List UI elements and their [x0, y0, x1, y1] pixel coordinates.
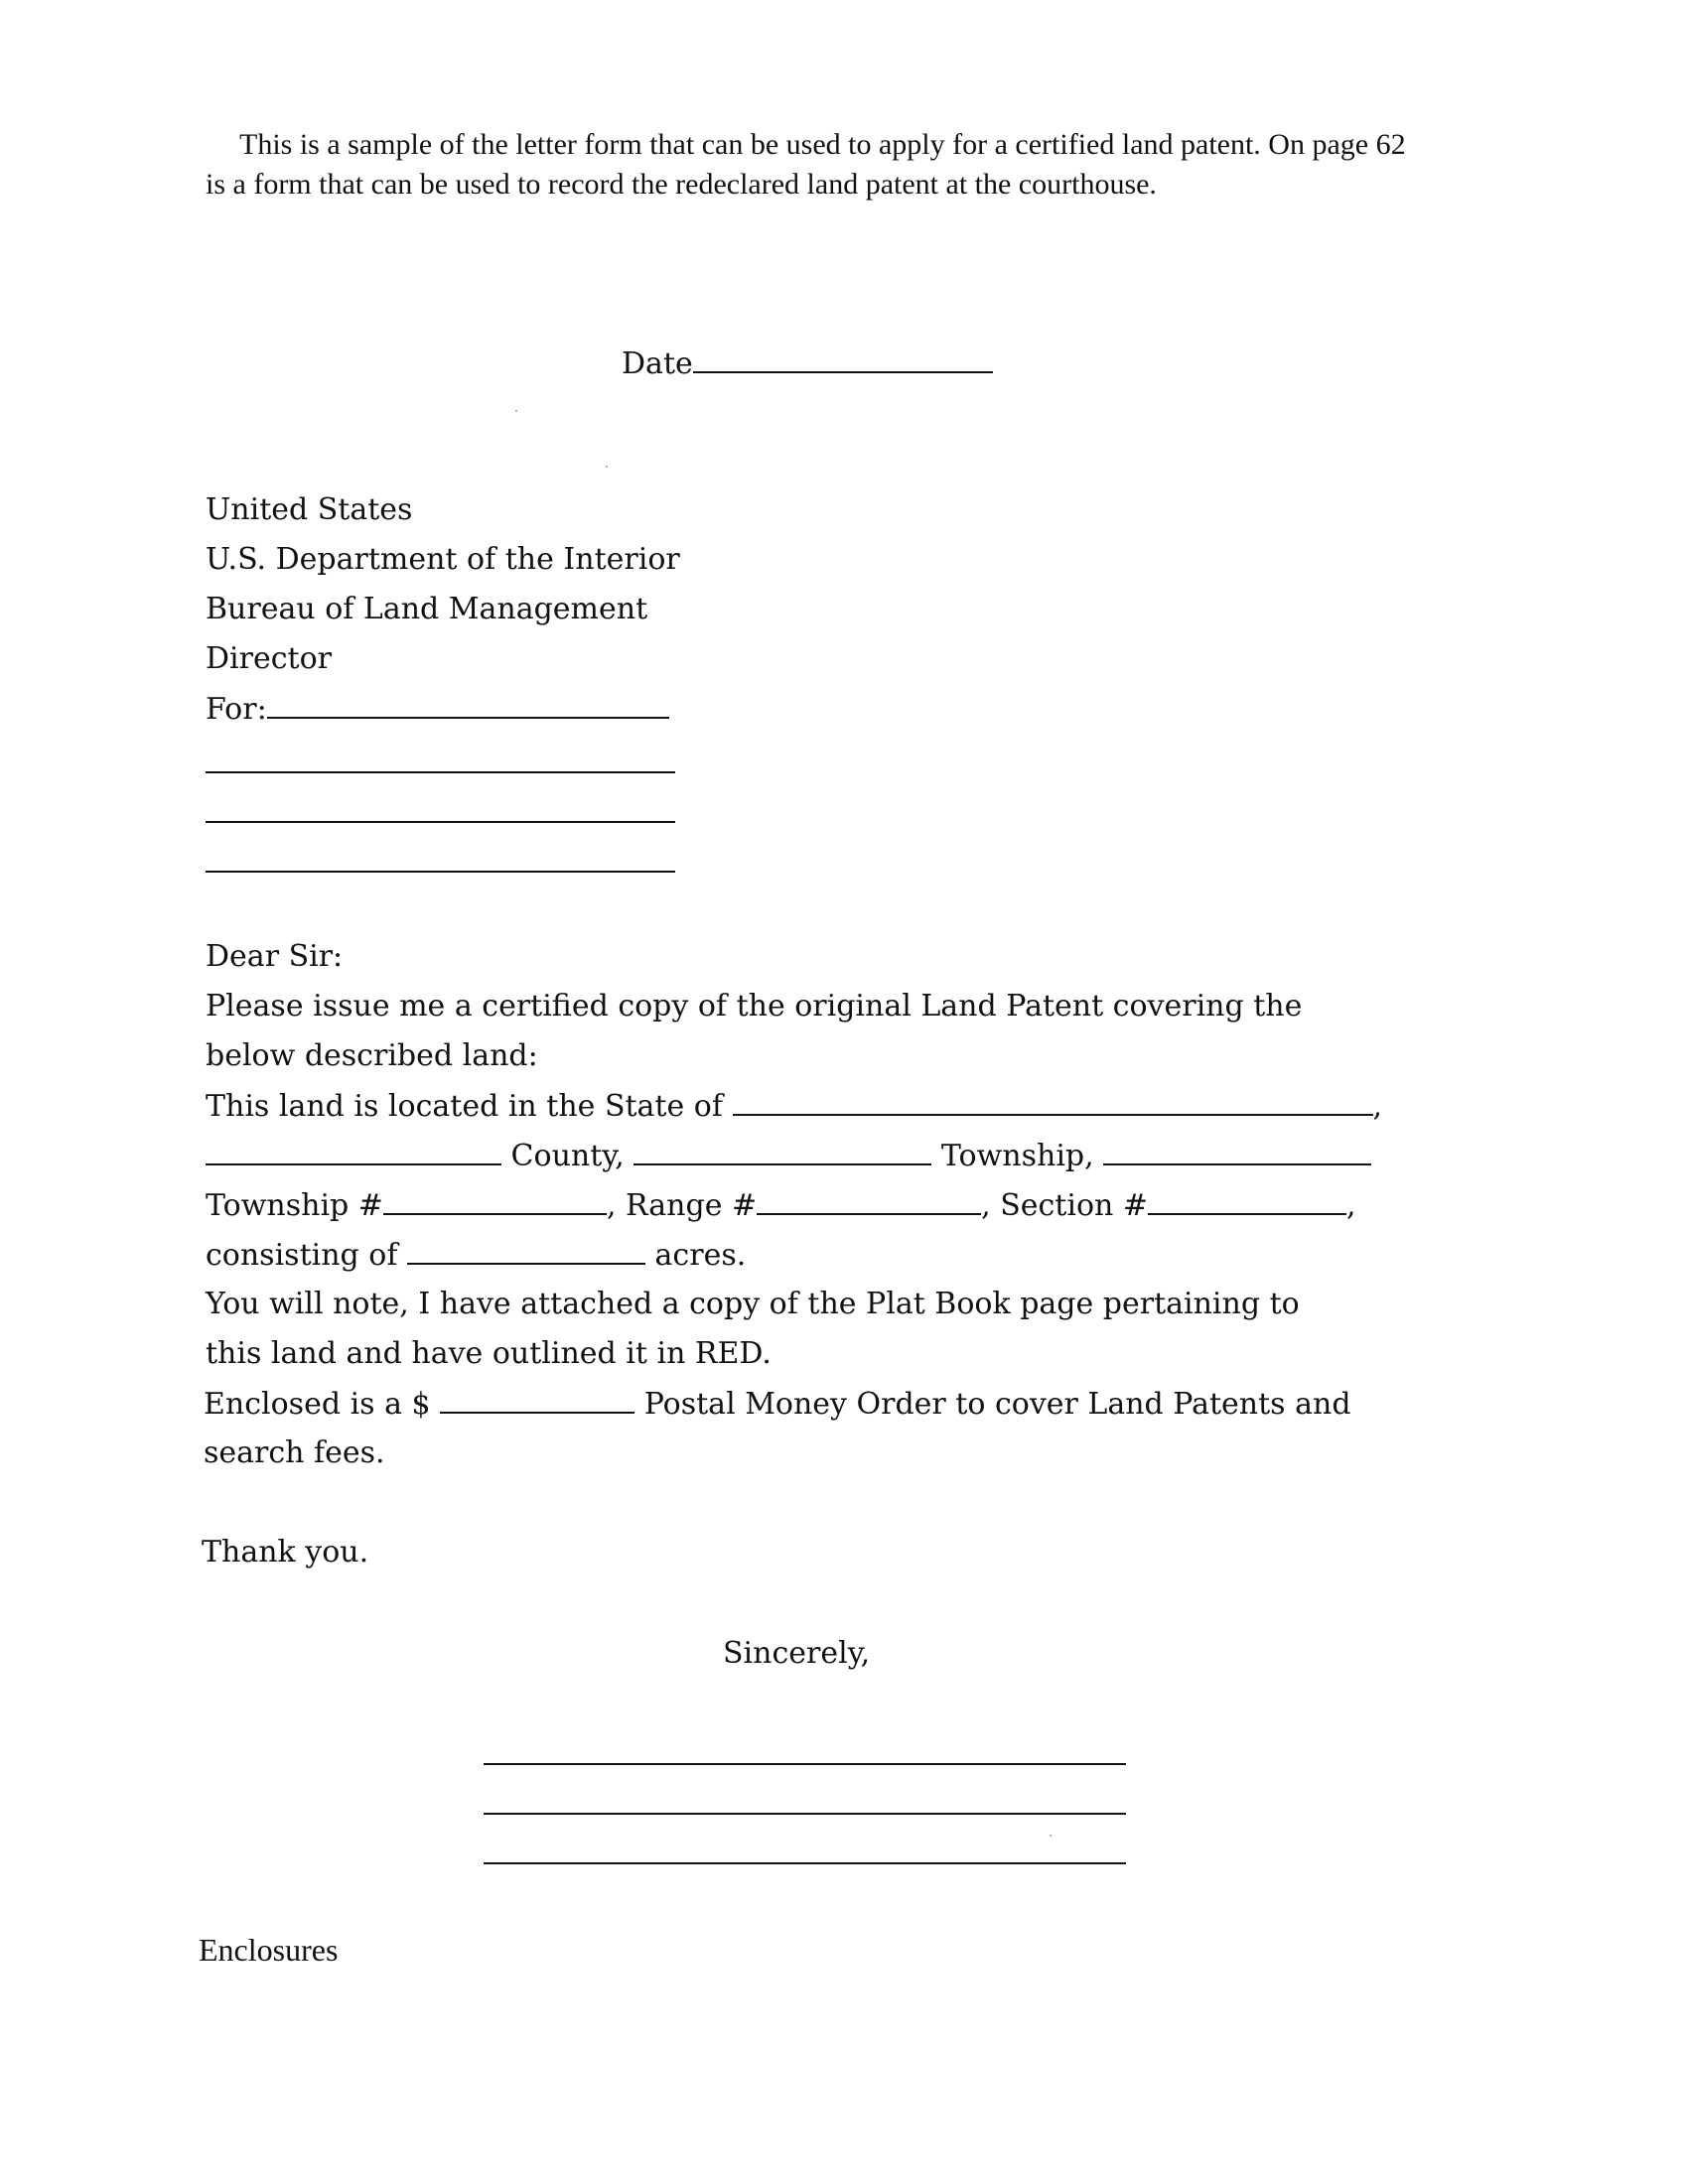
date-label: Date: [622, 346, 693, 381]
address-blank-1[interactable]: [206, 771, 675, 773]
state-label: This land is located in the State of: [206, 1089, 723, 1124]
intro-paragraph: This is a sample of the letter form that can be used to apply for a certified land patent. On page 62 is a form that can be used to record the redeclared land patent at the courthouse.: [206, 128, 1406, 201]
address-blank-2[interactable]: [206, 821, 675, 823]
date-line: [622, 345, 993, 381]
acres-line: [206, 1237, 746, 1273]
township-number-label: Township #: [206, 1188, 383, 1223]
township-range-section-line: [206, 1187, 1356, 1223]
money-order-line: [204, 1386, 1351, 1422]
section-label: , Section #: [981, 1188, 1149, 1223]
township-label: Township,: [940, 1139, 1094, 1173]
county-label: County,: [510, 1139, 625, 1173]
address-line-4: Director: [206, 641, 333, 676]
comma: ,: [1346, 1188, 1356, 1223]
enclosures-label: Enclosures: [199, 1932, 339, 1968]
signature-blank-2[interactable]: [484, 1813, 1126, 1815]
comma: ,: [1372, 1089, 1383, 1124]
range-label: , Range #: [606, 1188, 758, 1223]
section-number-field[interactable]: [1148, 1187, 1346, 1215]
state-line: [206, 1088, 1382, 1124]
plat-line-2: this land and have outlined it in RED.: [206, 1336, 772, 1371]
speck: [606, 466, 608, 468]
enclosed-label: Enclosed is a $: [204, 1387, 431, 1422]
township-extra-field[interactable]: [1103, 1138, 1371, 1165]
amount-field[interactable]: [440, 1386, 634, 1414]
address-line-2: U.S. Department of the Interior: [206, 542, 680, 577]
speck: [1050, 1835, 1052, 1837]
search-fees-line: search fees.: [204, 1435, 385, 1470]
plat-line-1: You will note, I have attached a copy of the Plat Book page pertaining to: [206, 1287, 1300, 1321]
request-line-1: Please issue me a certified copy of the original Land Patent covering the: [206, 989, 1303, 1024]
date-field[interactable]: [693, 345, 993, 373]
thank-you: Thank you.: [202, 1535, 369, 1570]
township-number-field[interactable]: [383, 1187, 607, 1215]
for-label: For:: [206, 692, 267, 727]
address-line-3: Bureau of Land Management: [206, 592, 648, 626]
request-line-2: below described land:: [206, 1038, 538, 1073]
signature-blank-1[interactable]: [484, 1763, 1126, 1765]
acres-field[interactable]: [407, 1237, 645, 1265]
speck: [515, 410, 517, 412]
closing: Sincerely,: [723, 1636, 871, 1671]
salutation: Dear Sir:: [206, 939, 344, 974]
range-number-field[interactable]: [757, 1187, 981, 1215]
for-field[interactable]: [267, 691, 669, 719]
signature-blank-3[interactable]: [484, 1862, 1126, 1864]
money-order-text: Postal Money Order to cover Land Patents and: [643, 1387, 1351, 1422]
for-line: [206, 691, 669, 727]
state-field[interactable]: [733, 1088, 1373, 1116]
county-line: [206, 1138, 1371, 1173]
address-line-1: United States: [206, 492, 413, 527]
county-field[interactable]: [206, 1138, 501, 1165]
address-blank-3[interactable]: [206, 871, 675, 873]
consisting-label: consisting of: [206, 1238, 398, 1273]
acres-label: acres.: [654, 1238, 747, 1273]
township-name-field[interactable]: [633, 1138, 931, 1165]
